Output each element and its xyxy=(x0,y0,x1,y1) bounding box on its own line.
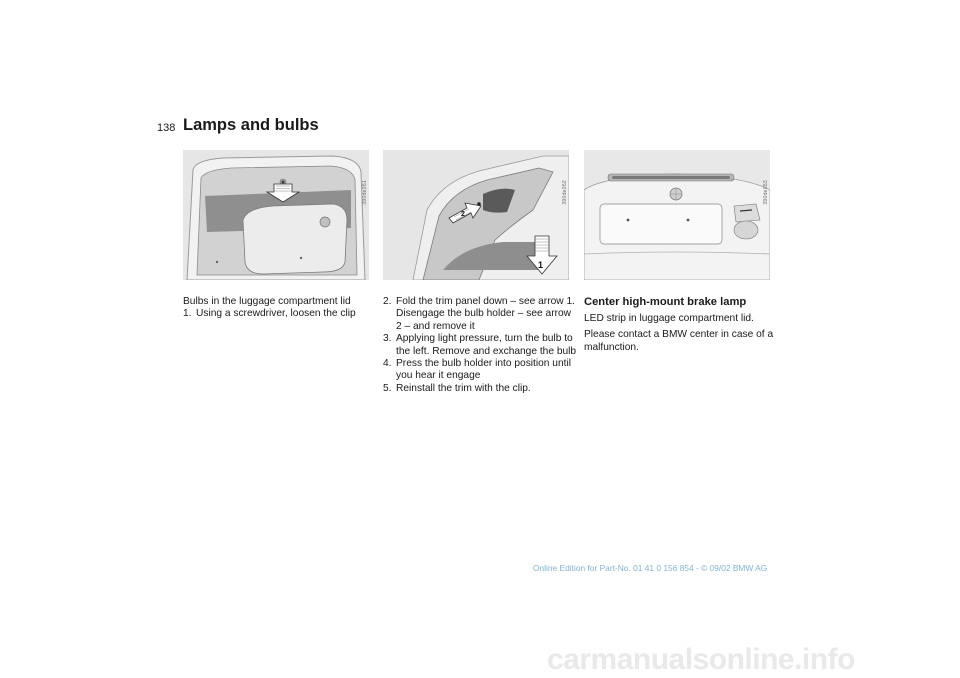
step-text: Using a screwdriver, loosen the clip xyxy=(196,308,356,320)
step-list xyxy=(183,308,377,320)
arrow-2-label: 2 xyxy=(461,211,465,218)
figure-code: 390de052 xyxy=(562,180,568,205)
step-item xyxy=(383,296,577,333)
step-number: 2. xyxy=(383,296,392,307)
column-left xyxy=(183,296,377,321)
arrow-1-label: 1 xyxy=(538,260,544,270)
page-title: Lamps and bulbs xyxy=(183,116,319,134)
watermark: carmanualsonline.info xyxy=(547,643,855,676)
paragraph: Please contact a BMW center in case of a malfunction. xyxy=(584,329,774,353)
column-right xyxy=(584,296,778,358)
figure-code: 390de053 xyxy=(763,180,769,205)
step-number: 1. xyxy=(183,308,192,320)
step-number: 3. xyxy=(383,333,392,345)
step-number: 4. xyxy=(383,358,392,370)
figure-trunk-lid xyxy=(584,150,770,280)
footer-edition: Online Edition for Part-No. 01 41 0 156 854 - © 09/02 BMW AG xyxy=(533,563,768,573)
step-number: 5. xyxy=(383,382,392,394)
step-list xyxy=(383,296,577,395)
figure-luggage-lid xyxy=(183,150,369,280)
figure-trim-panel xyxy=(383,150,569,280)
step-text: Fold the trim panel down – see arrow 1. Disengage the bulb holder – see arrow 2 – and remove it xyxy=(396,296,575,332)
trim-panel-bulb-holder-arrows-icon xyxy=(383,150,569,280)
step-item xyxy=(383,333,577,358)
luggage-lid-clip-arrow-icon xyxy=(183,150,369,280)
step-text: Reinstall the trim with the clip. xyxy=(396,382,531,394)
figure-code: 390de051 xyxy=(362,180,368,205)
column-middle xyxy=(383,296,577,395)
step-text: Press the bulb holder into position until you hear it engage xyxy=(396,358,571,382)
step-text: Applying light pressure, turn the bulb to the left. Remove and exchange the bulb xyxy=(396,333,577,357)
section-heading: Center high-mount brake lamp xyxy=(584,296,747,308)
step-item xyxy=(383,358,577,383)
page-number: 138 xyxy=(157,122,176,134)
step-item xyxy=(183,308,377,320)
trunk-lid-brake-lamp-icon xyxy=(584,150,770,280)
step-item xyxy=(383,383,577,395)
intro-text: Bulbs in the luggage compartment lid xyxy=(183,296,351,307)
paragraph: LED strip in luggage compartment lid. xyxy=(584,313,754,324)
